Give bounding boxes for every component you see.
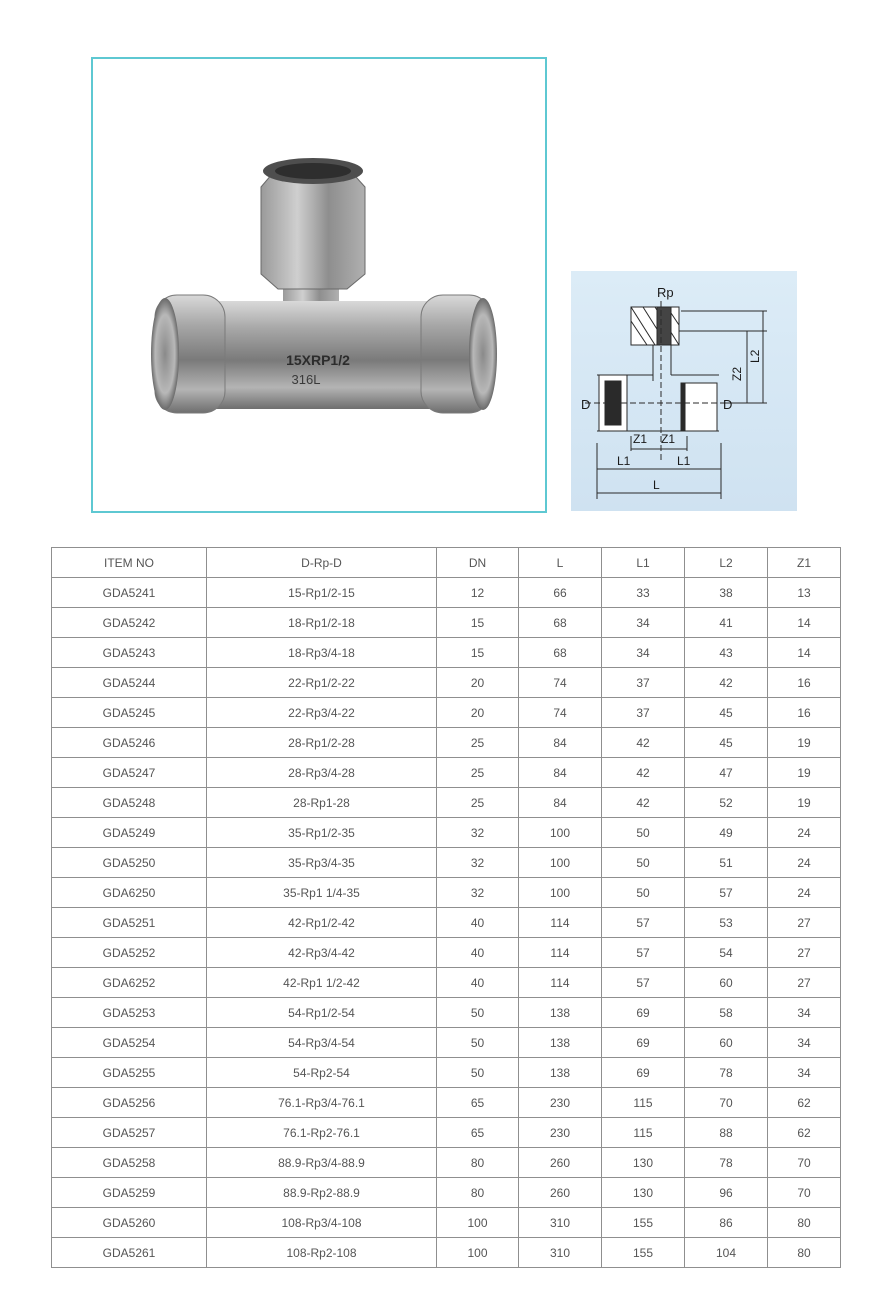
cell-l2: 88 — [685, 1118, 768, 1148]
cell-dn: 80 — [437, 1148, 519, 1178]
cell-l2: 104 — [685, 1238, 768, 1268]
cell-item-no: GDA5249 — [52, 818, 207, 848]
cell-l2: 57 — [685, 878, 768, 908]
cell-d-rp-d: 28-Rp1-28 — [207, 788, 437, 818]
cell-l: 310 — [519, 1208, 602, 1238]
table-row — [52, 698, 841, 728]
cell-z1: 16 — [768, 698, 841, 728]
cell-dn: 50 — [437, 1058, 519, 1088]
table-header-row — [52, 548, 841, 578]
header-d-rp-d: D-Rp-D — [207, 548, 437, 578]
product-photo-frame — [91, 57, 547, 513]
cell-d-rp-d: 28-Rp3/4-28 — [207, 758, 437, 788]
cell-l: 138 — [519, 1058, 602, 1088]
label-l1-left: L1 — [617, 454, 631, 468]
cell-d-rp-d: 42-Rp1 1/2-42 — [207, 968, 437, 998]
cell-z1: 24 — [768, 878, 841, 908]
header-l1: L1 — [602, 548, 685, 578]
cell-dn: 40 — [437, 908, 519, 938]
cell-l1: 50 — [602, 818, 685, 848]
cell-dn: 100 — [437, 1208, 519, 1238]
cell-dn: 40 — [437, 938, 519, 968]
cell-item-no: GDA5259 — [52, 1178, 207, 1208]
specification-table — [51, 547, 841, 1268]
cell-dn: 32 — [437, 878, 519, 908]
cell-d-rp-d: 35-Rp1/2-35 — [207, 818, 437, 848]
cell-item-no: GDA5251 — [52, 908, 207, 938]
cell-l1: 115 — [602, 1088, 685, 1118]
cell-item-no: GDA5247 — [52, 758, 207, 788]
cell-d-rp-d: 54-Rp1/2-54 — [207, 998, 437, 1028]
cell-l1: 34 — [602, 608, 685, 638]
cell-item-no: GDA5242 — [52, 608, 207, 638]
cell-d-rp-d: 22-Rp1/2-22 — [207, 668, 437, 698]
cell-l: 84 — [519, 788, 602, 818]
cell-dn: 12 — [437, 578, 519, 608]
cell-l2: 78 — [685, 1058, 768, 1088]
cell-z1: 70 — [768, 1148, 841, 1178]
cell-item-no: GDA5245 — [52, 698, 207, 728]
cell-l1: 69 — [602, 1028, 685, 1058]
cell-z1: 16 — [768, 668, 841, 698]
cell-l2: 54 — [685, 938, 768, 968]
cell-z1: 19 — [768, 728, 841, 758]
cell-d-rp-d: 76.1-Rp2-76.1 — [207, 1118, 437, 1148]
cell-l: 230 — [519, 1118, 602, 1148]
product-photo — [93, 59, 545, 511]
cell-l1: 69 — [602, 998, 685, 1028]
table-row — [52, 788, 841, 818]
cell-dn: 32 — [437, 818, 519, 848]
label-l2: L2 — [748, 349, 762, 363]
cell-dn: 65 — [437, 1118, 519, 1148]
cell-dn: 50 — [437, 998, 519, 1028]
cell-l2: 70 — [685, 1088, 768, 1118]
cell-l: 68 — [519, 638, 602, 668]
cell-dn: 15 — [437, 638, 519, 668]
cell-l: 100 — [519, 878, 602, 908]
cell-d-rp-d: 18-Rp3/4-18 — [207, 638, 437, 668]
cell-l1: 130 — [602, 1178, 685, 1208]
table-body — [52, 578, 841, 1268]
cell-z1: 80 — [768, 1208, 841, 1238]
cell-z1: 34 — [768, 1058, 841, 1088]
cell-l1: 50 — [602, 878, 685, 908]
cell-dn: 50 — [437, 1028, 519, 1058]
cell-d-rp-d: 42-Rp3/4-42 — [207, 938, 437, 968]
cell-l: 138 — [519, 1028, 602, 1058]
cell-z1: 24 — [768, 818, 841, 848]
label-d-right: D — [723, 397, 733, 412]
cell-l1: 69 — [602, 1058, 685, 1088]
cell-dn: 25 — [437, 788, 519, 818]
cell-z1: 70 — [768, 1178, 841, 1208]
cell-z1: 62 — [768, 1088, 841, 1118]
cell-l1: 155 — [602, 1208, 685, 1238]
cell-l1: 37 — [602, 668, 685, 698]
label-l1-right: L1 — [677, 454, 691, 468]
cell-l: 114 — [519, 908, 602, 938]
table-row — [52, 938, 841, 968]
cell-l1: 130 — [602, 1148, 685, 1178]
table-row — [52, 1238, 841, 1268]
table-row — [52, 758, 841, 788]
cell-l2: 96 — [685, 1178, 768, 1208]
cell-l: 84 — [519, 758, 602, 788]
cell-l2: 49 — [685, 818, 768, 848]
cell-d-rp-d: 108-Rp2-108 — [207, 1238, 437, 1268]
table-row — [52, 578, 841, 608]
cell-item-no: GDA5254 — [52, 1028, 207, 1058]
cell-z1: 62 — [768, 1118, 841, 1148]
table-row — [52, 1088, 841, 1118]
cell-item-no: GDA5257 — [52, 1118, 207, 1148]
cell-l1: 155 — [602, 1238, 685, 1268]
cell-d-rp-d: 108-Rp3/4-108 — [207, 1208, 437, 1238]
cell-l: 66 — [519, 578, 602, 608]
cell-item-no: GDA5248 — [52, 788, 207, 818]
cell-l2: 51 — [685, 848, 768, 878]
cell-l2: 60 — [685, 1028, 768, 1058]
size-marking: 15XRP1/2 — [286, 352, 350, 368]
cell-l2: 47 — [685, 758, 768, 788]
cell-l2: 86 — [685, 1208, 768, 1238]
cell-d-rp-d: 42-Rp1/2-42 — [207, 908, 437, 938]
cell-dn: 65 — [437, 1088, 519, 1118]
cell-l: 84 — [519, 728, 602, 758]
cell-l1: 57 — [602, 908, 685, 938]
cell-l: 310 — [519, 1238, 602, 1268]
hex-socket — [261, 167, 365, 289]
cell-item-no: GDA5256 — [52, 1088, 207, 1118]
table-row — [52, 908, 841, 938]
table-row — [52, 608, 841, 638]
cell-d-rp-d: 54-Rp3/4-54 — [207, 1028, 437, 1058]
table-row — [52, 878, 841, 908]
cell-dn: 32 — [437, 848, 519, 878]
label-z1-left: Z1 — [633, 432, 648, 446]
table-row — [52, 1028, 841, 1058]
cell-z1: 19 — [768, 758, 841, 788]
cell-z1: 19 — [768, 788, 841, 818]
cell-z1: 34 — [768, 998, 841, 1028]
cell-l: 260 — [519, 1148, 602, 1178]
cell-dn: 25 — [437, 758, 519, 788]
table-row — [52, 848, 841, 878]
cell-l: 100 — [519, 848, 602, 878]
cell-z1: 27 — [768, 968, 841, 998]
cell-dn: 15 — [437, 608, 519, 638]
cell-item-no: GDA6250 — [52, 878, 207, 908]
cell-item-no: GDA5250 — [52, 848, 207, 878]
cell-item-no: GDA5243 — [52, 638, 207, 668]
table-row — [52, 1118, 841, 1148]
cell-z1: 27 — [768, 938, 841, 968]
cell-d-rp-d: 88.9-Rp3/4-88.9 — [207, 1148, 437, 1178]
cell-item-no: GDA5241 — [52, 578, 207, 608]
cell-l1: 42 — [602, 758, 685, 788]
cell-d-rp-d: 15-Rp1/2-15 — [207, 578, 437, 608]
table-row — [52, 1178, 841, 1208]
cell-z1: 34 — [768, 1028, 841, 1058]
table-row — [52, 1208, 841, 1238]
cell-d-rp-d: 18-Rp1/2-18 — [207, 608, 437, 638]
cell-l: 74 — [519, 698, 602, 728]
label-l: L — [653, 478, 660, 492]
cell-d-rp-d: 28-Rp1/2-28 — [207, 728, 437, 758]
cell-item-no: GDA6252 — [52, 968, 207, 998]
table-row — [52, 818, 841, 848]
cell-item-no: GDA5255 — [52, 1058, 207, 1088]
table-row — [52, 728, 841, 758]
header-l: L — [519, 548, 602, 578]
cell-l1: 37 — [602, 698, 685, 728]
cell-l: 230 — [519, 1088, 602, 1118]
cell-l2: 41 — [685, 608, 768, 638]
cell-l1: 42 — [602, 788, 685, 818]
cell-l: 74 — [519, 668, 602, 698]
cell-l2: 42 — [685, 668, 768, 698]
cell-l1: 115 — [602, 1118, 685, 1148]
cell-item-no: GDA5258 — [52, 1148, 207, 1178]
cell-item-no: GDA5253 — [52, 998, 207, 1028]
label-z2: Z2 — [730, 366, 744, 381]
cell-z1: 14 — [768, 638, 841, 668]
cell-l2: 60 — [685, 968, 768, 998]
header-z1: Z1 — [768, 548, 841, 578]
cell-l: 260 — [519, 1178, 602, 1208]
cell-dn: 20 — [437, 668, 519, 698]
label-rp: Rp — [657, 285, 674, 300]
cell-d-rp-d: 54-Rp2-54 — [207, 1058, 437, 1088]
cell-d-rp-d: 35-Rp3/4-35 — [207, 848, 437, 878]
cell-z1: 27 — [768, 908, 841, 938]
cell-l1: 42 — [602, 728, 685, 758]
table-row — [52, 968, 841, 998]
cell-l2: 45 — [685, 698, 768, 728]
label-z1-right: Z1 — [661, 432, 676, 446]
cell-l2: 52 — [685, 788, 768, 818]
cell-l: 114 — [519, 938, 602, 968]
cell-item-no: GDA5252 — [52, 938, 207, 968]
cell-z1: 14 — [768, 608, 841, 638]
cell-d-rp-d: 35-Rp1 1/4-35 — [207, 878, 437, 908]
cell-dn: 20 — [437, 698, 519, 728]
cell-dn: 40 — [437, 968, 519, 998]
cell-l1: 50 — [602, 848, 685, 878]
cell-d-rp-d: 22-Rp3/4-22 — [207, 698, 437, 728]
cell-z1: 13 — [768, 578, 841, 608]
cell-l2: 45 — [685, 728, 768, 758]
header-item-no: ITEM NO — [52, 548, 207, 578]
dimension-diagram — [571, 271, 797, 511]
cell-l1: 57 — [602, 968, 685, 998]
label-d-left: D — [581, 397, 591, 412]
cell-d-rp-d: 88.9-Rp2-88.9 — [207, 1178, 437, 1208]
cell-l1: 57 — [602, 938, 685, 968]
cell-z1: 80 — [768, 1238, 841, 1268]
cell-item-no: GDA5244 — [52, 668, 207, 698]
cell-l: 138 — [519, 998, 602, 1028]
cell-dn: 25 — [437, 728, 519, 758]
cell-dn: 80 — [437, 1178, 519, 1208]
table-row — [52, 1058, 841, 1088]
cell-l2: 78 — [685, 1148, 768, 1178]
cell-item-no: GDA5246 — [52, 728, 207, 758]
header-l2: L2 — [685, 548, 768, 578]
cell-l: 114 — [519, 968, 602, 998]
cell-l2: 38 — [685, 578, 768, 608]
dimension-drawing — [571, 271, 797, 511]
table-row — [52, 638, 841, 668]
cell-l2: 58 — [685, 998, 768, 1028]
header-dn: DN — [437, 548, 519, 578]
cell-d-rp-d: 76.1-Rp3/4-76.1 — [207, 1088, 437, 1118]
table-row — [52, 998, 841, 1028]
cell-l1: 33 — [602, 578, 685, 608]
cell-l: 68 — [519, 608, 602, 638]
table-row — [52, 1148, 841, 1178]
cell-l2: 53 — [685, 908, 768, 938]
cell-item-no: GDA5260 — [52, 1208, 207, 1238]
cell-z1: 24 — [768, 848, 841, 878]
cell-l: 100 — [519, 818, 602, 848]
cell-dn: 100 — [437, 1238, 519, 1268]
cell-item-no: GDA5261 — [52, 1238, 207, 1268]
cell-l1: 34 — [602, 638, 685, 668]
cell-l2: 43 — [685, 638, 768, 668]
material-marking: 316L — [291, 372, 321, 387]
table-row — [52, 668, 841, 698]
